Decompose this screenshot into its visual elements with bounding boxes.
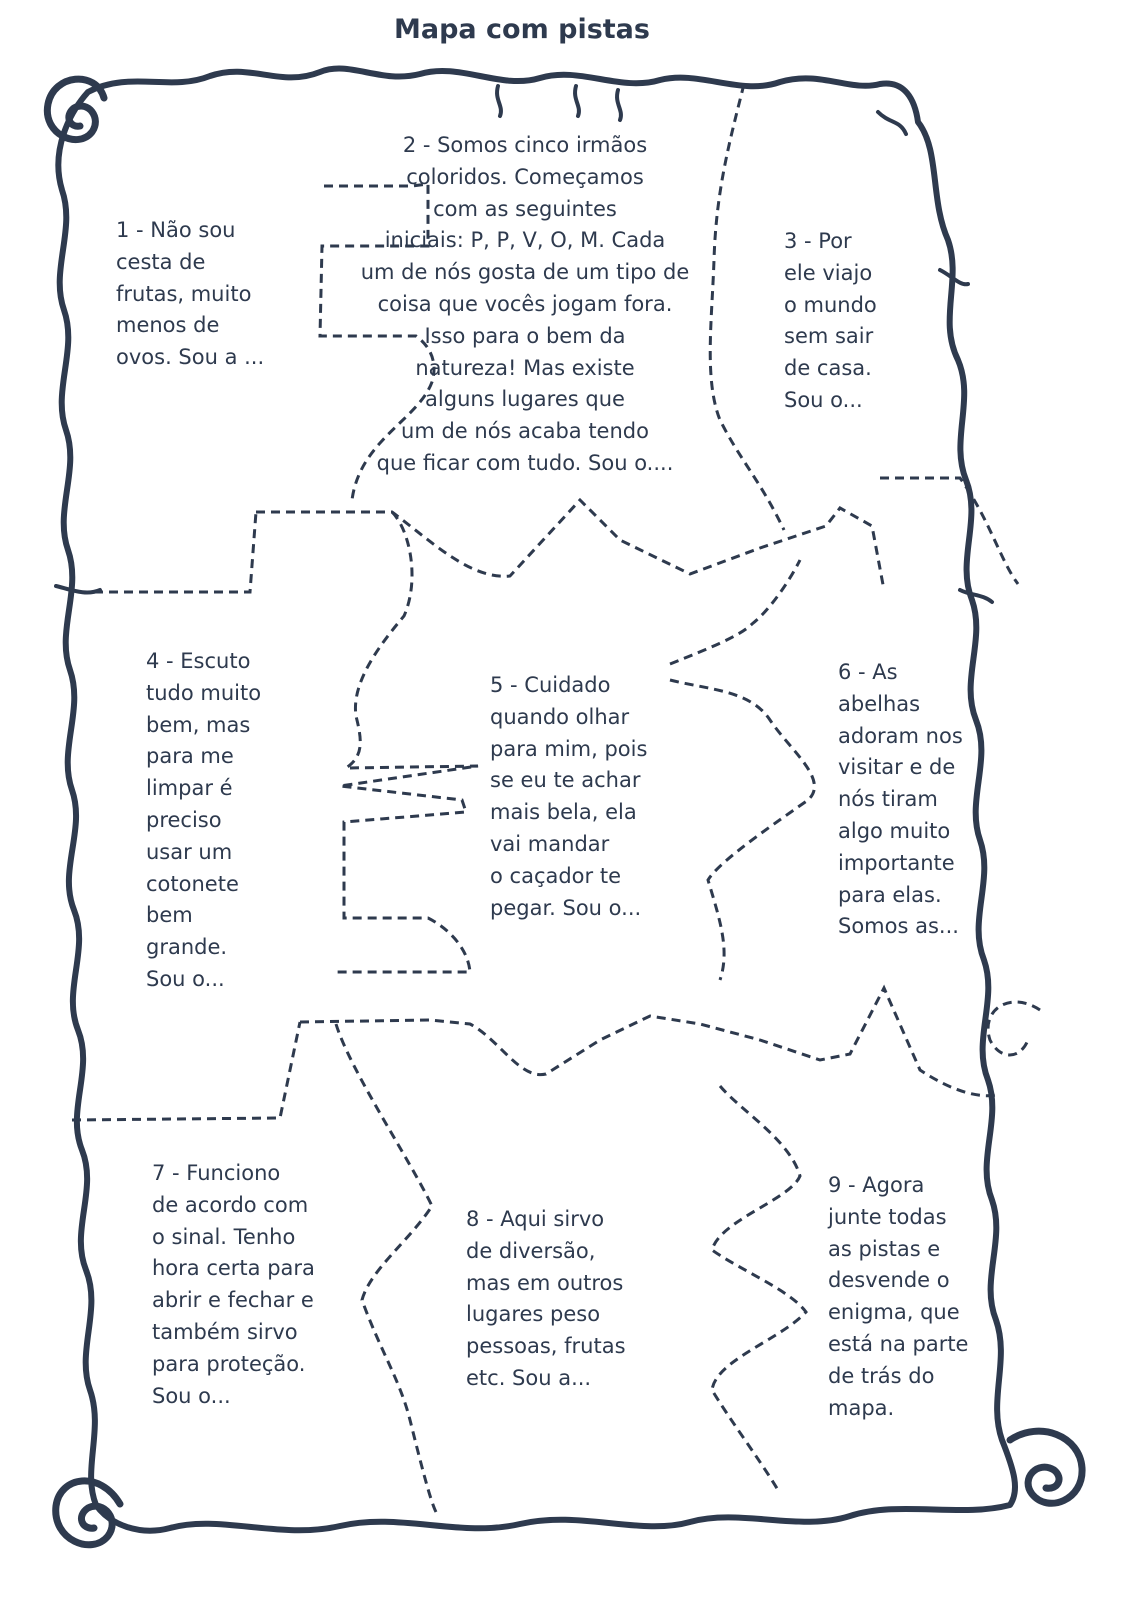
clue-line: junte todas (828, 1204, 947, 1229)
clue-2 (322, 130, 728, 480)
scroll-tuft (960, 590, 992, 602)
clue-line: enigma, que (828, 1300, 960, 1325)
clue-line: o sinal. Tenho (152, 1224, 296, 1249)
clue-line: com as seguintes (433, 196, 617, 221)
scroll-tuft (878, 112, 906, 134)
clue-line: que ficar com tudo. Sou o.... (376, 450, 674, 475)
clue-line: está na parte (828, 1331, 969, 1356)
clue-line: Sou o... (784, 387, 863, 412)
clue-line: usar um (146, 839, 233, 864)
clue-line: mapa. (828, 1395, 895, 1420)
scroll-curl-top-left (47, 79, 104, 139)
divider-piece-5-left (336, 512, 478, 972)
scroll-tuft (617, 90, 621, 120)
clue-line: grande. (146, 935, 228, 960)
clue-line: 2 - Somos cinco irmãos (402, 133, 648, 157)
clue-line: adoram nos (838, 723, 963, 748)
scroll-tuft (575, 86, 579, 116)
clue-line: tudo muito (146, 680, 262, 705)
clue-line: Isso para o bem da (424, 323, 626, 348)
clue-line: coloridos. Começamos (406, 164, 644, 189)
clue-1 (116, 215, 264, 374)
clue-7 (152, 1158, 315, 1412)
clue-line: Somos as... (838, 914, 959, 939)
clue-line: algo muito (838, 818, 951, 843)
clue-line: as pistas e (828, 1236, 941, 1261)
clue-6 (838, 657, 963, 943)
clue-line: 8 - Aqui sirvo (466, 1207, 605, 1231)
clue-line: vai mandar (490, 831, 610, 856)
clue-line: pegar. Sou o... (490, 895, 642, 920)
clue-line: 9 - Agora (828, 1173, 925, 1197)
clue-line: 7 - Funciono (152, 1161, 281, 1185)
clue-line: 6 - As (838, 660, 898, 684)
clue-line: de acordo com (152, 1192, 309, 1217)
clue-line: frutas, muito (116, 281, 252, 306)
divider-piece-3-lower (880, 478, 1018, 584)
clue-line: limpar é (146, 776, 233, 801)
clue-line: ovos. Sou a ... (116, 345, 265, 370)
divider-piece-8-left (336, 1024, 436, 1512)
clue-3 (784, 226, 877, 417)
scroll-curl-bottom-right (1010, 1431, 1082, 1503)
clue-line: visitar e de (838, 755, 956, 780)
clue-line: etc. Sou a... (466, 1365, 592, 1390)
clue-8 (466, 1204, 626, 1395)
clue-line: 4 - Escuto (146, 649, 251, 673)
clue-line: cotonete (146, 871, 239, 896)
clue-line: 3 - Por (784, 229, 852, 253)
scroll-tuft (497, 86, 501, 116)
clue-line: nós tiram (838, 787, 938, 812)
clue-line: de diversão, (466, 1238, 596, 1263)
clue-line: o caçador te (490, 863, 621, 888)
clue-line: bem (146, 903, 193, 928)
clue-line: importante (838, 850, 955, 875)
clue-line: também sirvo (152, 1319, 298, 1344)
divider-piece-9-left (712, 1086, 806, 1490)
scroll-curl-bottom-left (56, 1481, 120, 1545)
clue-line: cesta de (116, 249, 206, 274)
clue-9 (828, 1170, 968, 1424)
clue-line: desvende o (828, 1268, 950, 1293)
clue-line: natureza! Mas existe (415, 355, 635, 380)
clue-line: para me (146, 744, 234, 769)
clue-line: iniciais: P, P, V, O, M. Cada (384, 228, 666, 253)
divider-piece-4-left (94, 512, 256, 592)
clue-line: quando olhar (490, 704, 630, 729)
clue-line: um de nós acaba tendo (401, 419, 649, 444)
clue-line: de trás do (828, 1363, 935, 1388)
clue-line: 5 - Cuidado (490, 673, 611, 697)
clue-5 (490, 670, 647, 924)
scroll-tuft (56, 586, 100, 593)
clue-line: 1 - Não sou (116, 218, 236, 242)
divider-piece-9-curl (988, 1002, 1040, 1055)
clue-line: mais bela, ela (490, 800, 637, 825)
clue-line: pessoas, frutas (466, 1334, 626, 1359)
clue-4 (146, 646, 261, 996)
divider-piece-5-right (670, 560, 814, 980)
clue-line: alguns lugares que (425, 387, 625, 412)
clue-line: Sou o... (152, 1383, 231, 1408)
clue-line: hora certa para (152, 1256, 315, 1281)
clue-line: de casa. (784, 356, 872, 381)
divider-row-2-bottom (300, 988, 1000, 1096)
divider-piece-7-top (72, 1022, 300, 1120)
clue-line: menos de (116, 313, 220, 338)
clue-line: bem, mas (146, 712, 251, 737)
clue-line: um de nós gosta de um tipo de (360, 260, 690, 285)
page-title: Mapa com pistas (394, 14, 650, 45)
clue-line: ele viajo (784, 260, 873, 285)
clue-line: mas em outros (466, 1270, 624, 1295)
clue-line: para mim, pois (490, 736, 648, 761)
clue-line: Sou o... (146, 966, 225, 991)
clue-line: preciso (146, 807, 222, 832)
clue-line: o mundo (784, 292, 877, 317)
clue-line: para elas. (838, 882, 942, 907)
clue-line: para proteção. (152, 1351, 306, 1376)
clue-line: sem sair (784, 324, 874, 349)
clue-line: se eu te achar (490, 768, 641, 793)
clue-line: coisa que vocês jogam fora. (377, 291, 673, 316)
clue-line: abelhas (838, 691, 921, 716)
clue-line: abrir e fechar e (152, 1288, 314, 1313)
clue-line: lugares peso (466, 1302, 601, 1327)
